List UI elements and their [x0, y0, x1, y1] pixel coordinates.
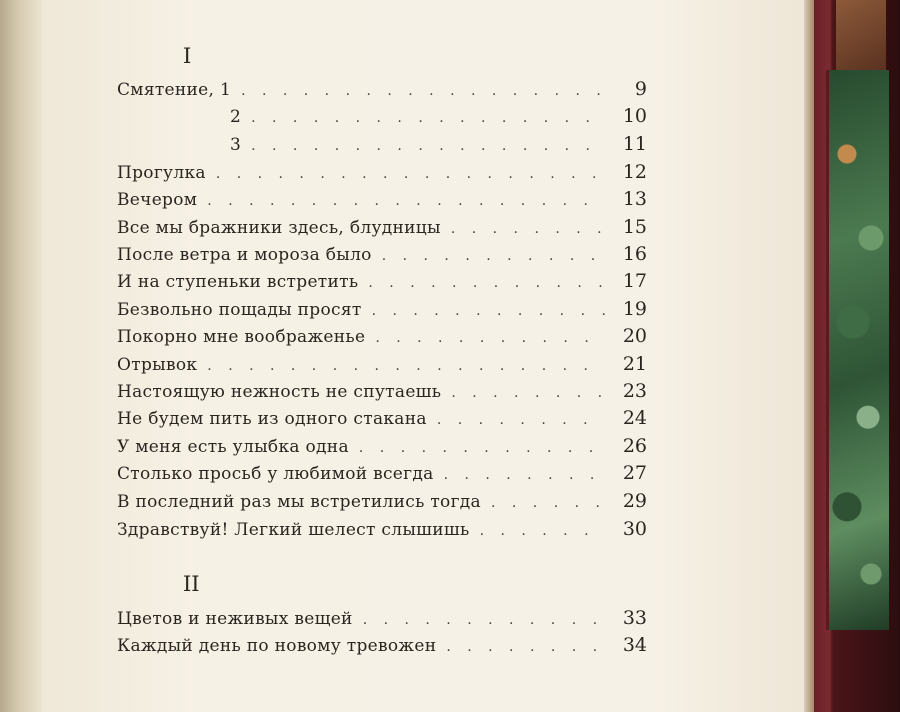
- toc-entry-page: 23: [622, 380, 647, 402]
- leader-dots: [251, 110, 605, 126]
- toc-entry-title: В последний раз мы встретились тогда: [117, 492, 481, 512]
- toc-entry: [117, 78, 647, 105]
- toc-entry: [117, 243, 647, 270]
- leather-corner: [836, 0, 886, 70]
- toc-entry-page: 16: [622, 243, 647, 265]
- toc-entry-title: Безвольно пощады просят: [117, 300, 362, 320]
- toc-entry-page: 34: [622, 634, 647, 656]
- toc-entry-title: Отрывок: [117, 355, 198, 375]
- toc-entry-page: 17: [622, 270, 647, 292]
- leader-dots: [375, 330, 605, 346]
- toc-entry-page: 26: [622, 435, 647, 457]
- leader-dots: [451, 221, 605, 237]
- toc-entry-page: 33: [622, 607, 647, 629]
- section-heading-2: II: [183, 572, 200, 596]
- leader-dots: [446, 639, 605, 655]
- toc-entry: [117, 634, 647, 661]
- toc-entry-page: 11: [622, 133, 647, 155]
- leader-dots: [382, 248, 605, 264]
- section-heading-1: I: [183, 44, 192, 68]
- toc-entry: [117, 216, 647, 243]
- toc-entry-title: 2: [230, 107, 242, 127]
- leader-dots: [444, 467, 605, 483]
- page-gutter: [0, 0, 42, 712]
- toc-entry-title: 3: [230, 135, 242, 155]
- leader-dots: [216, 166, 605, 182]
- toc-entry: [117, 518, 647, 545]
- toc-entry-page: 21: [622, 353, 647, 375]
- toc-entry-title: Не будем пить из одного стакана: [117, 409, 427, 429]
- toc-entry-title: Смятение, 1: [117, 80, 232, 100]
- leader-dots: [363, 612, 605, 628]
- toc-entry-page: 24: [622, 407, 647, 429]
- toc-entry-page: 15: [622, 216, 647, 238]
- toc-entry: [117, 325, 647, 352]
- toc-entry-title: После ветра и мороза было: [117, 245, 372, 265]
- leader-dots: [207, 193, 605, 209]
- toc-entry-title: Вечером: [117, 190, 198, 210]
- toc-entry-page: 20: [622, 325, 647, 347]
- toc-entry: [117, 161, 647, 188]
- toc-entry-title: Столько просьб у любимой всегда: [117, 464, 434, 484]
- toc-entry: [117, 435, 647, 462]
- leader-dots: [480, 523, 605, 539]
- toc-entry: [117, 298, 647, 325]
- leader-dots: [241, 83, 605, 99]
- toc-entry-page: 9: [634, 78, 647, 100]
- toc-entry: [117, 407, 647, 434]
- toc-entry: [117, 270, 647, 297]
- toc-entry-title: Здравствуй! Легкий шелест слышишь: [117, 520, 470, 540]
- toc-entry: [117, 133, 647, 160]
- leader-dots: [437, 412, 605, 428]
- toc-entry: [117, 462, 647, 489]
- leader-dots: [372, 303, 605, 319]
- toc-entry-title: Цветов и неживых вещей: [117, 609, 353, 629]
- toc-entry-title: Настоящую нежность не спутаешь: [117, 382, 442, 402]
- toc-entry-title: У меня есть улыбка одна: [117, 437, 349, 457]
- toc-entry-page: 19: [622, 298, 647, 320]
- toc-entry-page: 10: [622, 105, 647, 127]
- toc-entry-page: 27: [622, 462, 647, 484]
- marbled-board: [826, 70, 889, 630]
- toc-entry-title: Покорно мне воображенье: [117, 327, 366, 347]
- leader-dots: [451, 385, 605, 401]
- toc-entry: [117, 188, 647, 215]
- page-edge: [804, 0, 814, 712]
- leader-dots: [359, 440, 605, 456]
- leader-dots: [207, 358, 605, 374]
- toc-entry: [117, 490, 647, 517]
- toc-entry: [117, 380, 647, 407]
- toc-entry: [117, 105, 647, 132]
- toc-entry-page: 12: [622, 161, 647, 183]
- toc-entry-page: 29: [622, 490, 647, 512]
- toc-entry-title: Прогулка: [117, 163, 206, 183]
- toc-entry: [117, 607, 647, 634]
- leader-dots: [491, 495, 605, 511]
- toc-entry-title: И на ступеньки встретить: [117, 272, 359, 292]
- leader-dots: [368, 275, 605, 291]
- leader-dots: [251, 138, 605, 154]
- toc-entry-page: 30: [622, 518, 647, 540]
- toc-entry: [117, 353, 647, 380]
- toc-entry-title: Каждый день по новому тревожен: [117, 636, 437, 656]
- toc-entry-page: 13: [622, 188, 647, 210]
- toc-entry-title: Все мы бражники здесь, блудницы: [117, 218, 441, 238]
